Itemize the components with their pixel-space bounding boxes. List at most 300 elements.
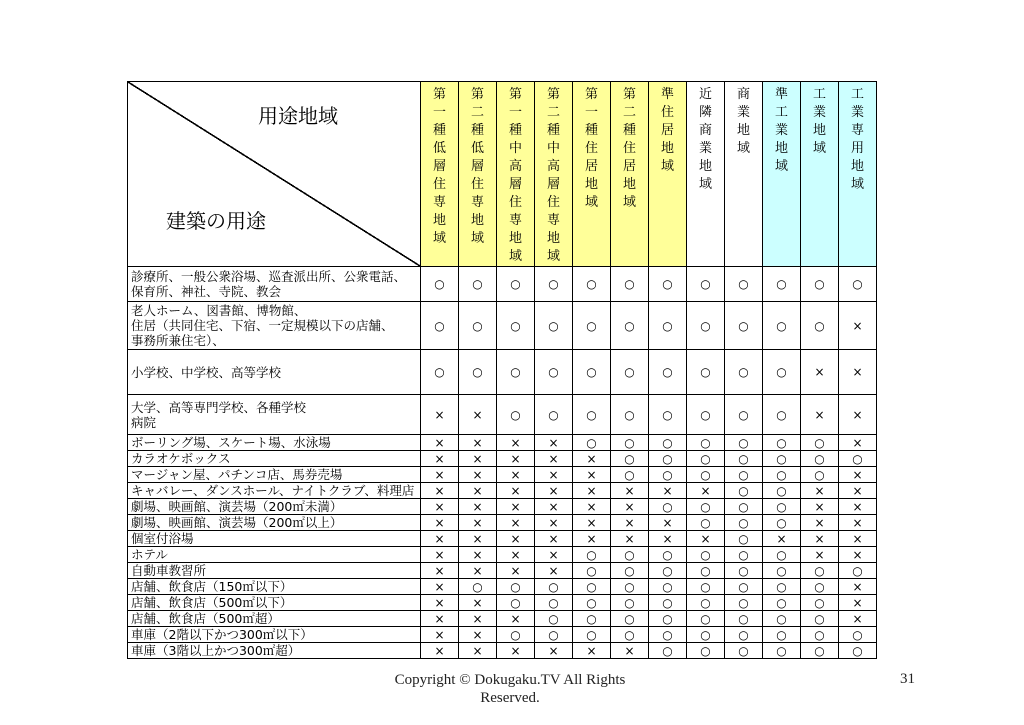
zone-header-10 — [763, 82, 801, 267]
permitted-mark — [611, 435, 649, 451]
zone-label: 工業専用地域 — [850, 87, 864, 192]
permitted-mark — [535, 267, 573, 302]
mark-text: × — [852, 483, 863, 498]
prohibited-mark — [421, 451, 459, 467]
mark-text: ○ — [700, 515, 711, 530]
permitted-mark — [725, 350, 763, 395]
mark-text: × — [548, 451, 559, 466]
permitted-mark — [725, 563, 763, 579]
building-use-label-line: 車庫（3階以上かつ300㎡超） — [131, 643, 301, 658]
permitted-mark — [497, 302, 535, 350]
permitted-mark — [801, 302, 839, 350]
mark-text: × — [510, 531, 521, 546]
permitted-mark — [649, 467, 687, 483]
mark-text: ○ — [814, 595, 825, 610]
mark-text: × — [586, 499, 597, 514]
prohibited-mark — [459, 611, 497, 627]
zone-label: 準住居地域 — [660, 87, 674, 174]
zone-header-4 — [535, 82, 573, 267]
building-use-label — [128, 643, 421, 659]
prohibited-mark — [459, 515, 497, 531]
permitted-mark — [649, 499, 687, 515]
table-row — [128, 467, 877, 483]
table-row — [128, 531, 877, 547]
page-number: 31 — [900, 671, 915, 687]
copyright-footer: Copyright © Dokugaku.TV All Rights Reserved. — [394, 672, 626, 706]
zone-axis-label: 用途地域 — [258, 104, 338, 128]
zone-header-12 — [839, 82, 877, 267]
building-use-label — [128, 515, 421, 531]
zone-header-11 — [801, 82, 839, 267]
permitted-mark — [649, 563, 687, 579]
mark-text: ○ — [662, 451, 673, 466]
mark-text: ○ — [700, 563, 711, 578]
permitted-mark — [687, 563, 725, 579]
permitted-mark — [649, 267, 687, 302]
prohibited-mark — [839, 435, 877, 451]
building-use-label — [128, 467, 421, 483]
table-row — [128, 643, 877, 659]
permitted-mark — [725, 499, 763, 515]
mark-text: × — [662, 531, 673, 546]
mark-text: × — [776, 531, 787, 546]
mark-text: ○ — [700, 579, 711, 594]
mark-text: ○ — [472, 277, 483, 291]
permitted-mark — [611, 611, 649, 627]
mark-text: × — [586, 515, 597, 530]
mark-text: × — [472, 467, 483, 482]
building-use-label — [128, 483, 421, 499]
mark-text: × — [624, 643, 635, 658]
prohibited-mark — [459, 547, 497, 563]
mark-text: × — [624, 499, 635, 514]
permitted-mark — [801, 563, 839, 579]
mark-text: ○ — [624, 435, 635, 450]
building-use-label — [128, 611, 421, 627]
permitted-mark — [839, 563, 877, 579]
mark-text: ○ — [738, 365, 749, 379]
permitted-mark — [839, 627, 877, 643]
mark-text: ○ — [586, 435, 597, 450]
mark-text: ○ — [776, 627, 787, 642]
mark-text: × — [852, 547, 863, 562]
mark-text: × — [548, 483, 559, 498]
prohibited-mark — [611, 483, 649, 499]
permitted-mark — [573, 579, 611, 595]
permitted-mark — [725, 451, 763, 467]
mark-text: ○ — [510, 595, 521, 610]
prohibited-mark — [535, 515, 573, 531]
mark-text: ○ — [586, 611, 597, 626]
permitted-mark — [763, 627, 801, 643]
building-use-label-line: 事務所兼住宅）、 — [131, 333, 225, 348]
permitted-mark — [763, 579, 801, 595]
table-row — [128, 627, 877, 643]
mark-text: × — [548, 531, 559, 546]
mark-text: ○ — [738, 467, 749, 482]
mark-text: × — [814, 547, 825, 562]
building-use-label-line: 劇場、映画館、演芸場（200㎡以上） — [131, 515, 343, 530]
permitted-mark — [725, 483, 763, 499]
mark-text: ○ — [510, 365, 521, 379]
prohibited-mark — [421, 611, 459, 627]
mark-text: ○ — [738, 435, 749, 450]
zone-header-5 — [573, 82, 611, 267]
permitted-mark — [649, 579, 687, 595]
permitted-mark — [687, 627, 725, 643]
prohibited-mark — [535, 499, 573, 515]
mark-text: ○ — [776, 365, 787, 379]
prohibited-mark — [459, 467, 497, 483]
permitted-mark — [687, 595, 725, 611]
permitted-mark — [649, 395, 687, 435]
mark-text: ○ — [434, 365, 445, 379]
mark-text: × — [434, 407, 445, 422]
mark-text: × — [700, 483, 711, 498]
mark-text: × — [510, 643, 521, 658]
mark-text: ○ — [776, 499, 787, 514]
mark-text: ○ — [662, 595, 673, 610]
mark-text: × — [548, 499, 559, 514]
mark-text: × — [472, 515, 483, 530]
permitted-mark — [611, 595, 649, 611]
permitted-mark — [573, 267, 611, 302]
mark-text: × — [434, 643, 445, 658]
mark-text: ○ — [624, 595, 635, 610]
permitted-mark — [535, 627, 573, 643]
permitted-mark — [573, 611, 611, 627]
permitted-mark — [649, 350, 687, 395]
mark-text: × — [852, 318, 863, 333]
mark-text: ○ — [776, 467, 787, 482]
permitted-mark — [725, 302, 763, 350]
mark-text: ○ — [776, 595, 787, 610]
mark-text: ○ — [814, 643, 825, 658]
prohibited-mark — [801, 350, 839, 395]
permitted-mark — [725, 435, 763, 451]
prohibited-mark — [839, 611, 877, 627]
building-use-label-line: 診療所、一般公衆浴場、巡査派出所、公衆電話、 — [131, 269, 407, 284]
table-row — [128, 563, 877, 579]
permitted-mark — [535, 611, 573, 627]
mark-text: × — [624, 483, 635, 498]
permitted-mark — [725, 267, 763, 302]
permitted-mark — [725, 627, 763, 643]
permitted-mark — [763, 483, 801, 499]
permitted-mark — [649, 643, 687, 659]
building-use-label — [128, 267, 421, 302]
mark-text: × — [852, 365, 863, 379]
prohibited-mark — [421, 563, 459, 579]
mark-text: × — [472, 435, 483, 450]
mark-text: ○ — [548, 595, 559, 610]
prohibited-mark — [687, 531, 725, 547]
mark-text: ○ — [700, 643, 711, 658]
mark-text: ○ — [662, 643, 673, 658]
permitted-mark — [649, 435, 687, 451]
mark-text: × — [434, 515, 445, 530]
building-use-label-line: 店舗、飲食店（150㎡以下） — [131, 579, 293, 594]
mark-text: ○ — [624, 547, 635, 562]
permitted-mark — [763, 611, 801, 627]
mark-text: ○ — [586, 595, 597, 610]
building-use-label — [128, 435, 421, 451]
prohibited-mark — [421, 627, 459, 643]
mark-text: × — [434, 627, 445, 642]
prohibited-mark — [763, 531, 801, 547]
prohibited-mark — [459, 531, 497, 547]
permitted-mark — [421, 350, 459, 395]
permitted-mark — [611, 302, 649, 350]
building-use-label-line: 劇場、映画館、演芸場（200㎡未満） — [131, 499, 343, 514]
permitted-mark — [839, 267, 877, 302]
mark-text: ○ — [852, 627, 863, 642]
mark-text: ○ — [776, 451, 787, 466]
table-row — [128, 499, 877, 515]
mark-text: ○ — [700, 627, 711, 642]
mark-text: × — [586, 483, 597, 498]
prohibited-mark — [535, 563, 573, 579]
permitted-mark — [687, 435, 725, 451]
permitted-mark — [535, 579, 573, 595]
mark-text: × — [472, 595, 483, 610]
mark-text: ○ — [738, 515, 749, 530]
building-use-label-line: マージャン屋、パチンコ店、馬券売場 — [131, 467, 343, 482]
table-body — [128, 267, 877, 659]
permitted-mark — [725, 467, 763, 483]
permitted-mark — [535, 395, 573, 435]
mark-text: ○ — [472, 318, 483, 333]
mark-text: × — [700, 531, 711, 546]
permitted-mark — [459, 302, 497, 350]
mark-text: ○ — [624, 627, 635, 642]
mark-text: × — [662, 483, 673, 498]
mark-text: × — [510, 547, 521, 562]
building-use-label — [128, 595, 421, 611]
mark-text: ○ — [510, 318, 521, 333]
building-use-label-line: ホテル — [131, 547, 168, 562]
building-use-label-line: ボーリング場、スケート場、水泳場 — [131, 435, 331, 450]
permitted-mark — [687, 350, 725, 395]
zone-label: 第一種中高層住専地域 — [508, 87, 522, 264]
mark-text: ○ — [586, 563, 597, 578]
mark-text: × — [472, 407, 483, 422]
mark-text: × — [852, 499, 863, 514]
building-use-label — [128, 350, 421, 395]
mark-text: ○ — [738, 499, 749, 514]
table-row — [128, 547, 877, 563]
table-row — [128, 267, 877, 302]
mark-text: ○ — [776, 547, 787, 562]
permitted-mark — [497, 595, 535, 611]
prohibited-mark — [421, 643, 459, 659]
mark-text: ○ — [662, 547, 673, 562]
mark-text: × — [814, 365, 825, 379]
permitted-mark — [573, 302, 611, 350]
mark-text: × — [852, 467, 863, 482]
prohibited-mark — [573, 483, 611, 499]
mark-text: ○ — [814, 563, 825, 578]
mark-text: ○ — [662, 467, 673, 482]
mark-text: × — [472, 643, 483, 658]
mark-text: × — [548, 467, 559, 482]
permitted-mark — [763, 302, 801, 350]
permitted-mark — [497, 579, 535, 595]
permitted-mark — [421, 302, 459, 350]
mark-text: ○ — [548, 365, 559, 379]
permitted-mark — [535, 302, 573, 350]
building-use-label-line: 自動車教習所 — [131, 563, 207, 578]
mark-text: ○ — [662, 611, 673, 626]
mark-text: ○ — [738, 451, 749, 466]
table-row — [128, 611, 877, 627]
mark-text: × — [472, 483, 483, 498]
mark-text: ○ — [586, 627, 597, 642]
permitted-mark — [611, 563, 649, 579]
permitted-mark — [801, 451, 839, 467]
mark-text: ○ — [624, 365, 635, 379]
mark-text: ○ — [738, 643, 749, 658]
mark-text: × — [472, 499, 483, 514]
mark-text: ○ — [624, 277, 635, 291]
permitted-mark — [725, 395, 763, 435]
prohibited-mark — [573, 531, 611, 547]
building-use-label-line: 保育所、神社、寺院、教会 — [131, 284, 282, 299]
prohibited-mark — [421, 395, 459, 435]
mark-text: ○ — [852, 277, 863, 291]
mark-text: ○ — [586, 547, 597, 562]
building-use-label — [128, 579, 421, 595]
mark-text: × — [472, 547, 483, 562]
prohibited-mark — [535, 547, 573, 563]
prohibited-mark — [497, 563, 535, 579]
building-use-label — [128, 563, 421, 579]
building-use-label-line: 車庫（2階以下かつ300㎡以下） — [131, 627, 313, 642]
mark-text: × — [586, 643, 597, 658]
mark-text: × — [510, 467, 521, 482]
mark-text: × — [472, 531, 483, 546]
permitted-mark — [687, 302, 725, 350]
prohibited-mark — [839, 579, 877, 595]
permitted-mark — [801, 643, 839, 659]
permitted-mark — [573, 547, 611, 563]
building-use-axis-label: 建築の用途 — [166, 209, 266, 233]
mark-text: × — [852, 407, 863, 422]
permitted-mark — [763, 595, 801, 611]
permitted-mark — [725, 643, 763, 659]
permitted-mark — [573, 435, 611, 451]
permitted-mark — [839, 643, 877, 659]
permitted-mark — [573, 395, 611, 435]
mark-text: × — [624, 531, 635, 546]
mark-text: ○ — [586, 407, 597, 422]
mark-text: × — [510, 499, 521, 514]
table-row — [128, 435, 877, 451]
prohibited-mark — [649, 531, 687, 547]
building-use-label-line: 大学、高等専門学校、各種学校 — [131, 399, 307, 415]
permitted-mark — [611, 579, 649, 595]
mark-text: ○ — [624, 611, 635, 626]
mark-text: ○ — [624, 467, 635, 482]
mark-text: ○ — [700, 407, 711, 422]
mark-text: ○ — [662, 318, 673, 333]
mark-text: ○ — [472, 365, 483, 379]
permitted-mark — [649, 302, 687, 350]
mark-text: ○ — [776, 643, 787, 658]
mark-text: ○ — [776, 435, 787, 450]
mark-text: × — [548, 563, 559, 578]
permitted-mark — [687, 579, 725, 595]
permitted-mark — [497, 395, 535, 435]
permitted-mark — [801, 595, 839, 611]
zone-header-8 — [687, 82, 725, 267]
permitted-mark — [839, 451, 877, 467]
prohibited-mark — [421, 547, 459, 563]
prohibited-mark — [459, 451, 497, 467]
mark-text: × — [472, 627, 483, 642]
mark-text: ○ — [738, 277, 749, 291]
mark-text: × — [510, 483, 521, 498]
prohibited-mark — [839, 499, 877, 515]
mark-text: × — [472, 451, 483, 466]
mark-text: ○ — [548, 579, 559, 594]
mark-text: ○ — [662, 365, 673, 379]
mark-text: × — [814, 515, 825, 530]
mark-text: × — [852, 515, 863, 530]
mark-text: × — [814, 407, 825, 422]
mark-text: × — [814, 499, 825, 514]
table-row — [128, 395, 877, 435]
building-use-label — [128, 627, 421, 643]
permitted-mark — [763, 547, 801, 563]
mark-text: ○ — [624, 451, 635, 466]
permitted-mark — [725, 515, 763, 531]
prohibited-mark — [801, 515, 839, 531]
permitted-mark — [687, 267, 725, 302]
prohibited-mark — [497, 531, 535, 547]
prohibited-mark — [611, 515, 649, 531]
mark-text: ○ — [548, 277, 559, 291]
permitted-mark — [573, 350, 611, 395]
mark-text: ○ — [662, 627, 673, 642]
mark-text: ○ — [776, 563, 787, 578]
mark-text: ○ — [814, 451, 825, 466]
mark-text: ○ — [738, 318, 749, 333]
permitted-mark — [611, 451, 649, 467]
permitted-mark — [801, 267, 839, 302]
permitted-mark — [573, 627, 611, 643]
header-row — [128, 82, 877, 267]
permitted-mark — [611, 267, 649, 302]
prohibited-mark — [573, 499, 611, 515]
prohibited-mark — [497, 451, 535, 467]
mark-text: ○ — [586, 579, 597, 594]
mark-text: × — [852, 435, 863, 450]
table-row — [128, 350, 877, 395]
mark-text: ○ — [700, 499, 711, 514]
permitted-mark — [421, 267, 459, 302]
mark-text: ○ — [662, 277, 673, 291]
zone-header-7 — [649, 82, 687, 267]
permitted-mark — [611, 350, 649, 395]
mark-text: ○ — [700, 277, 711, 291]
mark-text: ○ — [662, 579, 673, 594]
permitted-mark — [725, 531, 763, 547]
mark-text: × — [434, 499, 445, 514]
mark-text: × — [472, 611, 483, 626]
mark-text: ○ — [776, 407, 787, 422]
table-row — [128, 579, 877, 595]
